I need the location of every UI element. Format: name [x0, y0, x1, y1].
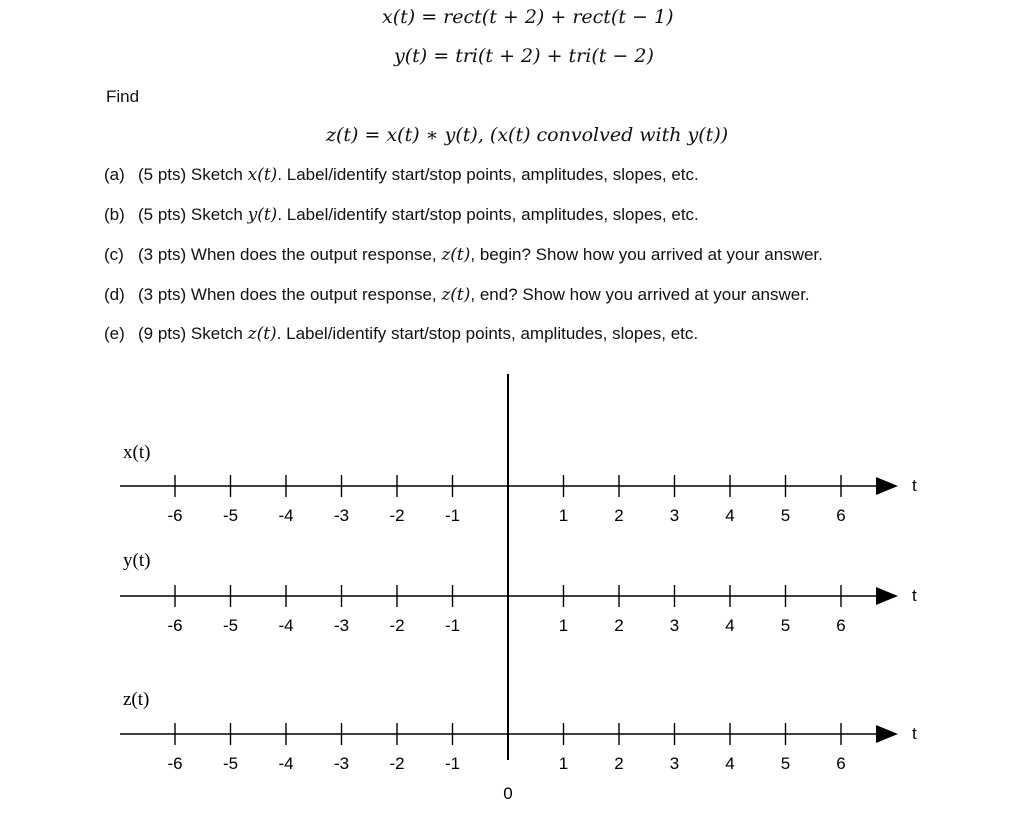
arrow-head-icon: [876, 477, 898, 495]
axis-t-label: t: [912, 476, 917, 495]
tick-label: -5: [222, 506, 239, 525]
tick-label: 5: [780, 506, 791, 525]
tick-label: -3: [333, 616, 350, 635]
tick-label: -4: [278, 616, 294, 635]
tick-label: -6: [167, 506, 183, 525]
part-label: (c): [104, 245, 124, 264]
tick-label: -3: [333, 506, 350, 525]
part-post: , begin? Show how you arrived at your answer.: [470, 245, 823, 264]
tick-label: 3: [669, 616, 680, 635]
tick-label: 5: [780, 616, 791, 635]
tick-label: 4: [725, 506, 735, 525]
tick-label: -2: [389, 754, 405, 773]
part-post: , end? Show how you arrived at your answer.: [470, 285, 810, 304]
part-post: . Label/identify start/stop points, amplitudes, slopes, etc.: [277, 165, 699, 184]
tick-label: -1: [444, 506, 461, 525]
tick-label: -4: [278, 506, 294, 525]
part-math: y(t): [247, 205, 278, 225]
part-label: (e): [104, 324, 125, 343]
y-equation: y(t) = tri(t + 2) + tri(t − 2): [394, 45, 654, 67]
tick-label: -1: [444, 616, 461, 635]
tick-label: -4: [278, 754, 294, 773]
axis-name-label: y(t): [123, 550, 151, 571]
axis-t-label: t: [912, 724, 917, 743]
part-math: z(t): [247, 324, 277, 344]
tick-label: -5: [222, 616, 239, 635]
axis-t-label: t: [912, 586, 917, 605]
tick-label: -3: [333, 754, 350, 773]
part-post: . Label/identify start/stop points, amplitudes, slopes, etc.: [276, 324, 699, 343]
part-pre: (3 pts) When does the output response,: [138, 245, 442, 264]
tick-label: 2: [614, 754, 624, 773]
tick-label: 6: [836, 754, 846, 773]
tick-label: 6: [836, 616, 846, 635]
z-equation: z(t) = x(t) ∗ y(t), (x(t) convolved with y(t)): [326, 124, 729, 146]
origin-label: 0: [503, 784, 513, 803]
part-pre: (9 pts) Sketch: [138, 324, 248, 343]
tick-label: 1: [558, 754, 569, 773]
part-math: x(t): [247, 165, 278, 185]
tick-label: 2: [614, 506, 624, 525]
tick-label: 4: [725, 616, 735, 635]
part-pre: (5 pts) Sketch: [138, 165, 248, 184]
part-label: (d): [104, 285, 125, 304]
tick-label: 5: [780, 754, 791, 773]
part-pre: (5 pts) Sketch: [138, 205, 248, 224]
tick-label: 3: [669, 506, 680, 525]
part-math: z(t): [441, 285, 471, 305]
tick-label: -5: [222, 754, 239, 773]
part-post: . Label/identify start/stop points, amplitudes, slopes, etc.: [277, 205, 699, 224]
tick-label: -1: [444, 754, 461, 773]
part-math: z(t): [441, 245, 471, 265]
tick-label: 6: [836, 506, 846, 525]
tick-label: -6: [167, 754, 183, 773]
tick-label: 1: [558, 616, 569, 635]
part-label: (a): [104, 165, 125, 184]
tick-label: 4: [725, 754, 735, 773]
part-label: (b): [104, 205, 125, 224]
tick-label: -2: [389, 506, 405, 525]
axis-name-label: x(t): [123, 442, 151, 463]
tick-label: -6: [167, 616, 183, 635]
arrow-head-icon: [876, 725, 898, 743]
tick-label: 3: [669, 754, 680, 773]
find-label: Find: [106, 87, 140, 106]
axis-name-label: z(t): [123, 689, 150, 710]
arrow-head-icon: [876, 587, 898, 605]
tick-label: -2: [389, 616, 405, 635]
x-equation: x(t) = rect(t + 2) + rect(t − 1): [382, 6, 674, 28]
tick-label: 2: [614, 616, 624, 635]
tick-label: 1: [558, 506, 569, 525]
part-pre: (3 pts) When does the output response,: [138, 285, 442, 304]
